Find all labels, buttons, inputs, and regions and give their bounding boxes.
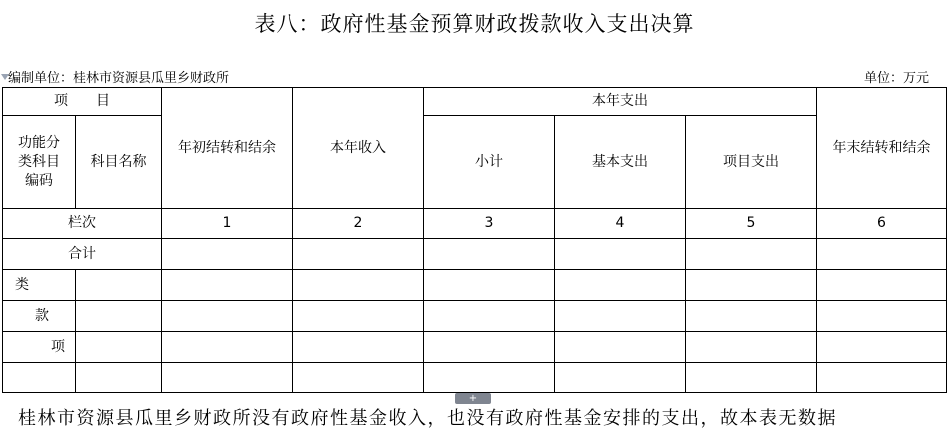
- table-cell: [162, 363, 293, 393]
- table-cell: [686, 239, 817, 270]
- column-number: 1: [162, 209, 293, 239]
- column-number: 2: [293, 209, 424, 239]
- table-cell: [686, 363, 817, 393]
- table-cell: [555, 363, 686, 393]
- table-cell: [76, 270, 162, 301]
- table-cell: [424, 332, 555, 363]
- unit-label: 单位：万元: [863, 71, 929, 86]
- header-subject-name: 科目名称: [76, 116, 162, 209]
- column-row-label: 栏次: [3, 209, 162, 239]
- table-cell: [555, 270, 686, 301]
- table-cell: [817, 332, 947, 363]
- table-cell: [424, 301, 555, 332]
- table-cell: [76, 332, 162, 363]
- table-cell: [293, 239, 424, 270]
- header-project-expense: 项目支出: [686, 116, 817, 209]
- header-annual-expense: 本年支出: [424, 88, 817, 116]
- compiling-unit: 编制单位：桂林市资源县瓜里乡财政所: [8, 71, 230, 86]
- table-cell: [76, 301, 162, 332]
- column-number: 4: [555, 209, 686, 239]
- column-number: 3: [424, 209, 555, 239]
- table-cell: [3, 363, 76, 393]
- table-cell: [555, 239, 686, 270]
- table-cell: [555, 332, 686, 363]
- table-cell: [162, 270, 293, 301]
- header-annual-income: 本年收入: [293, 88, 424, 209]
- table-cell: [686, 301, 817, 332]
- table-cell: [817, 363, 947, 393]
- header-item: 项 目: [3, 88, 162, 116]
- table-cell: [293, 270, 424, 301]
- page-title: 表八：政府性基金预算财政拨款收入支出决算: [254, 12, 695, 36]
- table-cell: [817, 301, 947, 332]
- table-cell: [555, 301, 686, 332]
- header-code: [3, 116, 76, 209]
- item-row-label: 项: [3, 332, 76, 363]
- table-cell: [686, 270, 817, 301]
- column-number: 6: [817, 209, 947, 239]
- header-closing-balance: 年末结转和结余: [817, 88, 947, 209]
- table-cell: [817, 239, 947, 270]
- table-cell: [162, 301, 293, 332]
- page-break-handle[interactable]: +: [455, 393, 491, 404]
- header-basic-expense: 基本支出: [555, 116, 686, 209]
- table-cell: [76, 363, 162, 393]
- category-row-label: 类: [3, 270, 76, 301]
- table-cell: [424, 239, 555, 270]
- table-cell: [817, 270, 947, 301]
- table-cell: [293, 301, 424, 332]
- header-opening-balance: 年初结转和结余: [162, 88, 293, 209]
- header-subtotal: 小计: [424, 116, 555, 209]
- table-cell: [424, 363, 555, 393]
- section-row-label: 款: [3, 301, 76, 332]
- table-cell: [162, 239, 293, 270]
- total-row-label: 合计: [3, 239, 162, 270]
- table-cell: [293, 332, 424, 363]
- budget-table: [2, 87, 947, 393]
- table-cell: [293, 363, 424, 393]
- table-cell: [424, 270, 555, 301]
- header-code-text: 功能分类科目编码: [18, 134, 60, 189]
- column-number: 5: [686, 209, 817, 239]
- table-cell: [162, 332, 293, 363]
- table-cell: [686, 332, 817, 363]
- no-data-note: 桂林市资源县瓜里乡财政所没有政府性基金收入，也没有政府性基金安排的支出，故本表无数据: [18, 408, 837, 429]
